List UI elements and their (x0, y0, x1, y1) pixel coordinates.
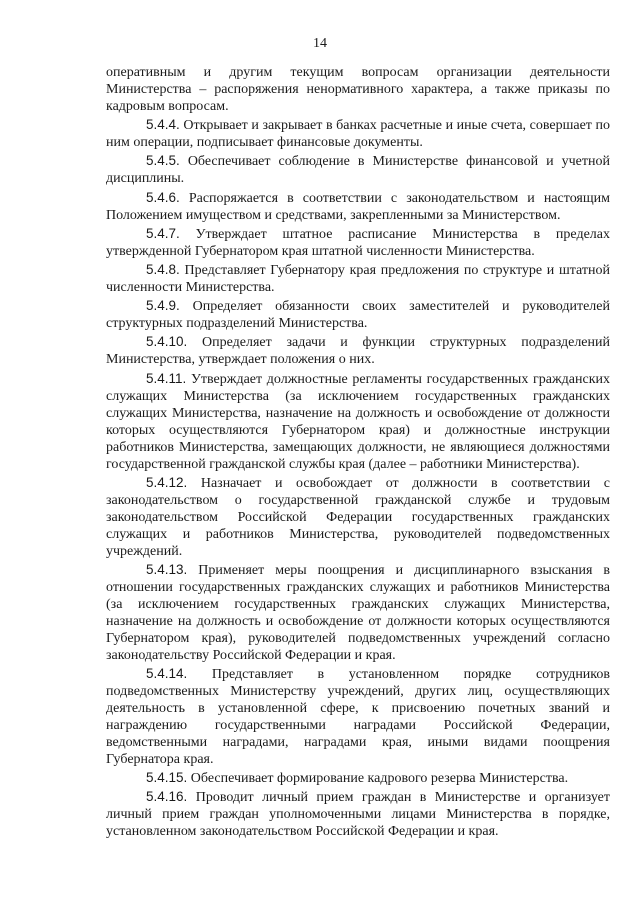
paragraph-number: 5.4.15. (146, 770, 188, 786)
paragraph-number: 5.4.8. (146, 261, 180, 277)
paragraph-5-4-12 (106, 474, 610, 560)
paragraph-text: Проводит личный прием граждан в Министерстве и организует личный прием граждан уполномоченными лицами Министерства в порядке, установленном законодательством Российской Федерации и края. (106, 790, 610, 840)
page-number: 14 (313, 36, 327, 51)
paragraph-text: Назначает и освобождает от должности в соответствии с законодательством о государственной гражданской службе и трудовым законодательством Российской Федерации государственных гражданских служащих и работников Министерства, руководителей подведомственных учреждений. (106, 475, 610, 559)
paragraph-text: Обеспечивает формирование кадрового резерва Министерства. (187, 771, 569, 787)
paragraph-number: 5.4.10. (146, 334, 188, 350)
paragraph-text: Утверждает штатное расписание Министерства в пределах утвержденной Губернатором края штатной численности Министерства. (106, 226, 610, 259)
paragraph-5-4-15 (106, 769, 610, 787)
paragraph-5-4-5 (106, 152, 610, 187)
paragraph-number: 5.4.12. (146, 474, 188, 490)
paragraph-number: 5.4.14. (146, 666, 188, 682)
paragraph-text: Представляет в установленном порядке сотрудников подведомственных Министерству учреждений, других лиц, осуществляющих деятельность в установленной сфере, к присвоению почетных званий и награждению государственными наградами Российской Федерации, ведомственными наградами, наградами края, иными видами поощрения Губернатора края. (106, 667, 610, 768)
paragraph-number: 5.4.9. (146, 298, 180, 314)
paragraph-text: Обеспечивает соблюдение в Министерстве финансовой и учетной дисциплины. (106, 154, 610, 187)
paragraph-text: Утверждает должностные регламенты государственных гражданских служащих Министерства (за исключением государственных гражданских служащих Министерства, назначение на должность и освобождение от должности которых осуществляются Губернатором края) и должностные инструкции работников Министерства, замещающих должности, не являющиеся должностями государственной гражданской службы края (далее – работники Министерства). (106, 371, 610, 472)
paragraph-text: Определяет задачи и функции структурных подразделений Министерства, утверждает положения о них. (106, 335, 610, 368)
paragraph-number: 5.4.4. (146, 117, 180, 133)
paragraph-number: 5.4.5. (146, 153, 180, 169)
paragraph-text: Определяет обязанности своих заместителей и руководителей структурных подразделений Министерства. (106, 299, 610, 332)
paragraph-continuation (106, 64, 610, 115)
paragraph-text: Применяет меры поощрения и дисциплинарного взыскания в отношении государственных гражданских служащих и работников Министерства (за исключением государственных гражданских служащих Министерства, назначение на должность и освобождение от должности которых осуществляются Губернатором края), руководителей подведомственных учреждений согласно законодательству Российской Федерации и края. (106, 562, 610, 663)
paragraph-text: Открывает и закрывает в банках расчетные и иные счета, совершает по ним операции, подписывает финансовые документы. (106, 118, 610, 151)
document-body (106, 64, 610, 842)
paragraph-number: 5.4.6. (146, 189, 180, 205)
paragraph-5-4-4 (106, 116, 610, 151)
paragraph-number: 5.4.16. (146, 789, 188, 805)
paragraph-number: 5.4.11. (146, 370, 187, 386)
paragraph-5-4-11 (106, 370, 610, 473)
paragraph-number: 5.4.13. (146, 561, 188, 577)
paragraph-5-4-14 (106, 665, 610, 768)
paragraph-text: Представляет Губернатору края предложения по структуре и штатной численности Министерства. (106, 262, 610, 295)
paragraph-5-4-10 (106, 333, 610, 368)
paragraph-5-4-6 (106, 189, 610, 224)
paragraph-5-4-9 (106, 297, 610, 332)
paragraph-5-4-8 (106, 261, 610, 296)
paragraph-5-4-16 (106, 788, 610, 840)
paragraph-5-4-7 (106, 225, 610, 260)
paragraph-text: Распоряжается в соответствии с законодательством и настоящим Положением имуществом и средствами, закрепленными за Министерством. (106, 190, 610, 223)
paragraph-text: оперативным и другим текущим вопросам организации деятельности Министерства – распоряжения ненормативного характера, а также приказы по кадровым вопросам. (106, 65, 610, 114)
paragraph-number: 5.4.7. (146, 225, 180, 241)
paragraph-5-4-13 (106, 561, 610, 664)
